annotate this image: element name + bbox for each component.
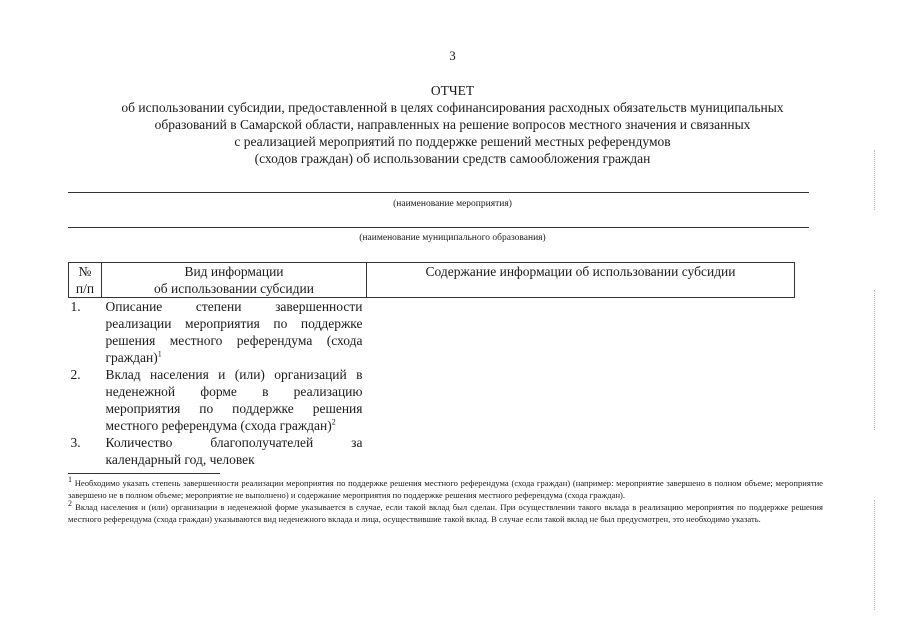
municipality-name-caption: (наименование муниципального образования): [359, 233, 546, 243]
footnotes: [68, 477, 823, 525]
footnote-ref: 2: [331, 417, 336, 427]
footnote-ref: 1: [157, 349, 162, 359]
scan-margin-mark: [874, 150, 876, 210]
row-info-content[interactable]: [367, 434, 795, 468]
report-subtitle-line: (сходов граждан) об использовании средств самообложения граждан: [254, 151, 651, 166]
header-info-kind-line: Вид информации: [184, 264, 284, 279]
footnote-text: Вклад населения и (или) организации в неденежной форме указывается в случае, если такой вклад был сделан. При осуществлении такого вклада в реализацию мероприятия по поддержке решения местного референдума (схода граждан) указываются вид неденежного вклада и лица, осуществившие такой вклад. В случае если такой вклад не был предусмотрен, это необходимо указать.: [68, 502, 823, 524]
footnote: [68, 477, 823, 501]
page-number: 3: [449, 48, 456, 63]
row-number: 1.: [70, 299, 81, 314]
header-number-line: №: [78, 264, 92, 279]
row-text: Вклад населения и (или) организаций в неденежной форме в реализацию мероприятия по поддержке решения местного референдума (схода граждан): [105, 367, 363, 433]
header-info-content: Содержание информации об использовании субсидии: [367, 263, 795, 298]
table-row: [69, 434, 795, 468]
report-subtitle-line: с реализацией мероприятий по поддержке решений местных референдумов: [234, 134, 671, 149]
table-header-row: [69, 263, 795, 298]
report-subtitle-line: об использовании субсидии, предоставленной в целях софинансирования расходных обязательств муниципальных: [121, 100, 784, 115]
footnote-text: Необходимо указать степень завершенности реализации мероприятия по поддержке решения местного референдума (схода граждан) (например: мероприятие завершено в полном объеме; мероприятие завершено не в полном объеме; мероприятие не выполнено) и содержание мероприятия по поддержке решения местного референдума (схода граждан).: [68, 478, 823, 500]
row-info-kind: [102, 298, 367, 367]
table-row: [69, 366, 795, 434]
row-info-kind: [102, 434, 367, 468]
row-info-content[interactable]: [367, 366, 795, 434]
footnote-mark: 2: [68, 499, 72, 509]
report-title: ОТЧЕТ: [430, 83, 475, 98]
scan-margin-mark: [874, 290, 876, 430]
event-name-caption: (наименование мероприятия): [393, 199, 512, 209]
report-subtitle-line: образований в Самарской области, направленных на решение вопросов местного значения и связанных: [154, 117, 751, 132]
scan-margin-mark: [874, 500, 876, 610]
footnote-mark: 1: [68, 475, 72, 485]
subsidy-info-table: [68, 262, 795, 468]
event-name-fill-line: [68, 192, 809, 193]
row-number: 3.: [70, 435, 81, 450]
row-info-kind: [102, 366, 367, 434]
header-number-line: п/п: [75, 281, 95, 296]
header-number: [69, 263, 102, 298]
footnote: [68, 501, 823, 525]
row-number: 2.: [70, 367, 81, 382]
municipality-name-fill-line: [68, 227, 809, 228]
row-text: Количество благополучателей за календарный год, человек: [105, 435, 363, 467]
header-info-kind-line: об использовании субсидии: [154, 281, 314, 296]
report-header: [60, 82, 845, 167]
header-info-kind: [102, 263, 367, 298]
table-row: [69, 298, 795, 367]
footnote-divider: [68, 473, 220, 474]
row-info-content[interactable]: [367, 298, 795, 367]
row-text: Описание степени завершенности реализации мероприятия по поддержке решения местного референдума (схода граждан): [105, 299, 363, 365]
